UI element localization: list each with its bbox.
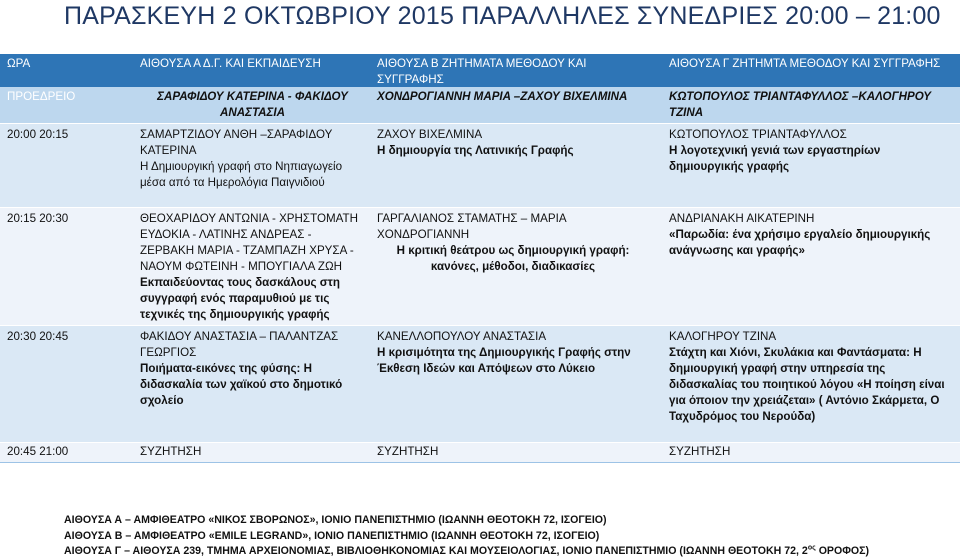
table-row — [0, 442, 960, 462]
session-talk: Η κρισιμότητα της Δημιουργικής Γραφής στην Έκθεση Ιδεών και Απόψεων στο Λύκειο — [377, 346, 631, 375]
chairs-label: ΠΡΟΕΔΡΕΙΟ — [7, 90, 76, 103]
discussion-room-a: ΣΥΖΗΤΗΣΗ — [140, 445, 202, 458]
session-room-b — [377, 127, 649, 159]
session-room-b — [377, 211, 649, 275]
table-bottom-rule — [0, 462, 960, 463]
session-authors: ΓΑΡΓΑΛΙΑΝΟΣ ΣΤΑΜΑΤΗΣ – ΜΑΡΙΑ ΧΟΝΔΡΟΓΙΑΝΝΗ — [377, 212, 566, 241]
session-room-a — [140, 127, 365, 191]
venue-room-c — [64, 544, 954, 560]
slot-time: 20:45 21:00 — [7, 445, 69, 458]
session-talk: Ποιήματα-εικόνες της φύσης: Η διδασκαλία των χαϊκού στο δημοτικό σχολείο — [140, 362, 343, 407]
table-row — [0, 325, 960, 442]
session-talk: Εκπαιδεύοντας τους δασκάλους στη συγγραφή ενός παραμυθιού με τις τεχνικές της δημιουργικής γραφής — [140, 276, 340, 321]
session-talk: Η κριτική θεάτρου ως δημιουργική γραφή: κανόνες, μέθοδοι, διαδικασίες — [396, 244, 630, 273]
header-time: ΩΡΑ — [7, 57, 31, 70]
venue-room-b: ΑΙΘΟΥΣΑ Β – ΑΜΦΙΘΕΑΤΡΟ «EMILE LEGRAND», ΙΟΝΙΟ ΠΑΝΕΠΙΣΤΗΜΙΟ (ΙΩΑΝΝΗ ΘΕΟΤΟΚΗ 72, ΙΣΟΓΕΙΟ) — [64, 529, 600, 542]
venue-room-c-text: ΑΙΘΟΥΣΑ Γ – ΑΙΘΟΥΣΑ 239, ΤΜΗΜΑ ΑΡΧΕΙΟΝΟΜΙΑΣ, ΒΙΒΛΙΟΘΗΚΟΝΟΜΙΑΣ ΚΑΙ ΜΟΥΣΕΙΟΛΟΓΙΑΣ, ΙΟΝΙΟ ΠΑΝΕΠΙΣΤΗΜΙΟ (ΙΩΑΝΝΗ ΘΕΟΤΟΚΗ 72, 2 — [64, 545, 808, 557]
session-authors: ΣΑΜΑΡΤΖΙΔΟΥ ΑΝΘΗ –ΣΑΡΑΦΙΔΟΥ ΚΑΤΕΡΙΝΑ — [140, 128, 333, 157]
chairs-room-b: ΧΟΝΔΡΟΓΙΑΝΝΗ ΜΑΡΙΑ –ΖΑΧΟΥ ΒΙΧΕΛΜΙΝΑ — [377, 90, 628, 103]
slot-time: 20:30 20:45 — [7, 330, 69, 343]
session-room-c — [669, 211, 955, 259]
session-room-c — [669, 127, 955, 175]
discussion-room-b: ΣΥΖΗΤΗΣΗ — [377, 445, 439, 458]
venue-list — [64, 513, 954, 560]
session-talk: Η δημιουργία της Λατινικής Γραφής — [377, 144, 574, 157]
session-room-a — [140, 211, 365, 323]
session-talk: Η λογοτεχνική γενιά των εργαστηρίων δημιουργικής γραφής — [669, 144, 881, 173]
session-authors: ΚΩΤΟΠΟΥΛΟΣ ΤΡΙΑΝΤΑΦΥΛΛΟΣ — [669, 128, 847, 141]
session-talk: Η Δημιουργική γραφή στο Νηπιαγωγείο μέσα από τα Ημερολόγια Παιγνιδιού — [140, 160, 343, 189]
venue-room-c-ordinal: ος — [807, 544, 816, 552]
page-title: ΠΑΡΑΣΚΕΥΗ 2 ΟΚΤΩΒΡΙΟΥ 2015 ΠΑΡΑΛΛΗΛΕΣ ΣΥΝΕΔΡΙΕΣ 20:00 – 21:00 — [64, 2, 941, 30]
session-talk: «Παρωδία: ένα χρήσιμο εργαλείο δημιουργικής ανάγνωσης και γραφής» — [669, 228, 931, 257]
table-row — [0, 123, 960, 207]
session-room-c — [669, 329, 955, 425]
session-talk: Στάχτη και Χιόνι, Σκυλάκια και Φαντάσματα: Η δημιουργική γραφή στην υπηρεσία της διδασκαλίας του ποιητικού λόγου «Η ποίηση είναι για όποιον την χρειάζεται» ( Αντόνιο Σκάρμετα, Ο Ταχυδρόμος του Νερούδα) — [669, 346, 945, 423]
table-header-row — [0, 54, 960, 87]
header-room-c: ΑΙΘΟΥΣΑ Γ ΖΗΤΗΜΤΑ ΜΕΘΟΔΟΥ ΚΑΙ ΣΥΓΓΡΑΦΗΣ — [669, 57, 941, 70]
venue-room-c-floor: ΟΡΟΦΟΣ) — [815, 545, 870, 557]
session-authors: ΑΝΔΡΙΑΝΑΚΗ ΑΙΚΑΤΕΡΙΝΗ — [669, 212, 815, 225]
slot-time: 20:00 20:15 — [7, 128, 69, 141]
header-room-b: ΑΙΘΟΥΣΑ Β ΖΗΤΗΜΑΤΑ ΜΕΘΟΔΟΥ ΚΑΙ ΣΥΓΓΡΑΦΗΣ — [377, 57, 587, 86]
session-authors: ΖΑΧΟΥ ΒΙΧΕΛΜΙΝΑ — [377, 128, 483, 141]
session-authors: ΚΑΛΟΓΗΡΟΥ ΤΖΙΝΑ — [669, 330, 777, 343]
session-authors: ΦΑΚΙΔΟΥ ΑΝΑΣΤΑΣΙΑ – ΠΑΛΑΝΤΖΑΣ ΓΕΩΡΓΙΟΣ — [140, 330, 339, 359]
venue-room-a: ΑΙΘΟΥΣΑ Α – ΑΜΦΙΘΕΑΤΡΟ «ΝΙΚΟΣ ΣΒΟΡΩΝΟΣ», ΙΟΝΙΟ ΠΑΝΕΠΙΣΤΗΜΙΟ (ΙΩΑΝΝΗ ΘΕΟΤΟΚΗ 72, ΙΣΟΓΕΙΟ) — [64, 514, 607, 526]
chairs-room-a: ΣΑΡΑΦΙΔΟΥ ΚΑΤΕΡΙΝΑ - ΦΑΚΙΔΟΥ ΑΝΑΣΤΑΣΙΑ — [157, 90, 348, 119]
chairs-room-c: ΚΩΤΟΠΟΥΛΟΣ ΤΡΙΑΝΤΑΦΥΛΛΟΣ –ΚΑΛΟΓΗΡΟΥ ΤΖΙΝΑ — [669, 90, 932, 119]
table-row — [0, 207, 960, 325]
header-room-a: ΑΙΘΟΥΣΑ Α Δ.Γ. ΚΑΙ ΕΚΠΑΙΔΕΥΣΗ — [140, 57, 321, 70]
session-room-b — [377, 329, 649, 377]
schedule-table — [0, 54, 960, 462]
session-authors: ΘΕΟΧΑΡΙΔΟΥ ΑΝΤΩΝΙΑ - ΧΡΗΣΤΟΜΑΤΗ ΕΥΔΟΚΙΑ - ΛΑΤΙΝΗΣ ΑΝΔΡΕΑΣ - ΖΕΡΒΑΚΗ ΜΑΡΙΑ - ΤΖΑΜΠΑΖΗ ΧΡΥΣΑ - ΝΑΟΥΜ ΦΩΤΕΙΝΗ - ΜΠΟΥΓΙΑΛΑ ΖΩΗ — [140, 212, 358, 273]
chairs-row — [0, 87, 960, 123]
discussion-room-c: ΣΥΖΗΤΗΣΗ — [669, 445, 731, 458]
slot-time: 20:15 20:30 — [7, 212, 69, 225]
session-room-a — [140, 329, 365, 409]
session-authors: ΚΑΝΕΛΛΟΠΟΥΛΟΥ ΑΝΑΣΤΑΣΙΑ — [377, 330, 547, 343]
